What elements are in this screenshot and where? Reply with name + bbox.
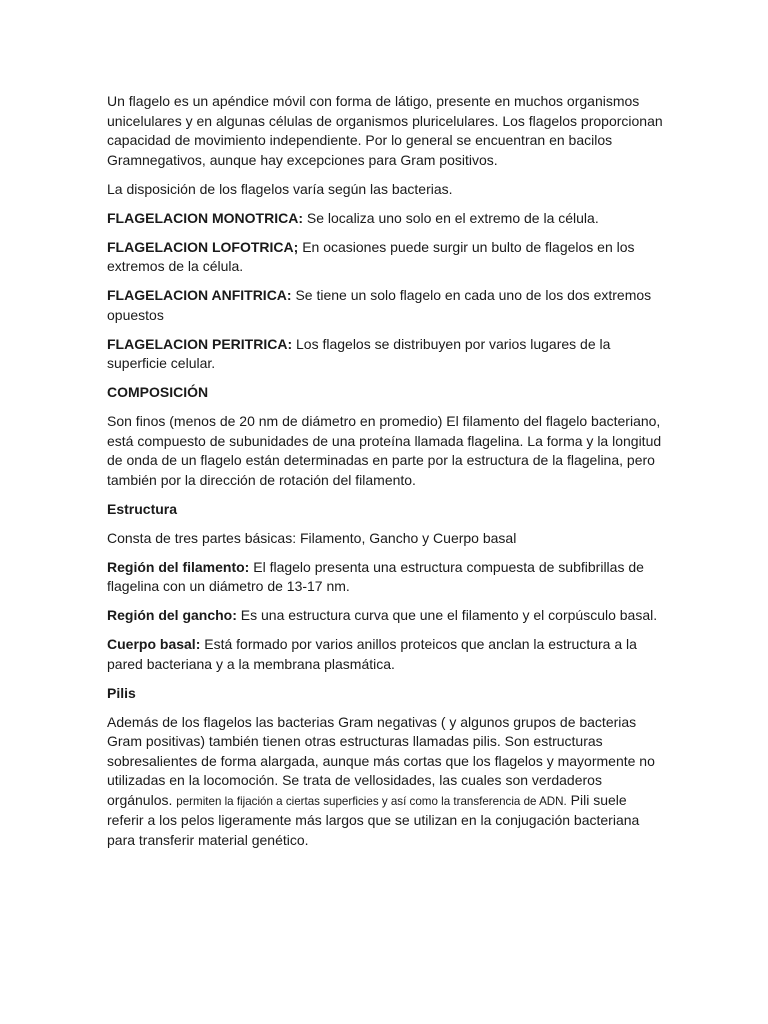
disposition-paragraph: La disposición de los flagelos varía según las bacterias. — [107, 180, 453, 197]
estructura-heading: Estructura — [107, 500, 178, 517]
type-text: Se localiza uno solo en el extremo de la célula. — [302, 209, 599, 226]
type-term: FLAGELACION PERITRICA: — [107, 335, 293, 352]
part-term: Región del gancho: — [107, 607, 237, 623]
part-cuerpo-basal — [107, 635, 665, 674]
type-term: FLAGELACION MONOTRICA: — [107, 209, 303, 226]
pilis-text-a: Además de los flagelos las bacterias Gram negativas ( y algunos grupos de bacterias Gram positivas) también tienen otras estructuras llamadas pilis. Son estructuras sobresalientes de forma alargada, aunque más cortas que los flagelos y mayormente no utilizadas en la locomoción. Se trata de vellosidades, las cuales son verdaderos orgánulos. — [107, 713, 655, 808]
type-term: FLAGELACION LOFOTRICA; — [107, 238, 299, 255]
pilis-text-small: permiten la fijación a ciertas superficies y así como la transferencia de ADN. — [176, 794, 567, 808]
type-peritrica — [107, 335, 665, 374]
type-anfitrica — [107, 286, 665, 325]
type-text: Se tiene un solo flagelo en cada uno de los dos extremos opuestos — [107, 287, 652, 323]
intro-paragraph: Un flagelo es un apéndice móvil con forma de látigo, presente en muchos organismos unicelulares y en algunas células de organismos pluricelulares. Los flagelos proporcionan capacidad de movimiento independiente. Por lo general se encuentran en bacilos Gramnegativos, aunque hay excepciones para Gram positivos. — [107, 93, 663, 168]
type-monotrica — [107, 209, 665, 229]
pilis-text-b: Pili suele referir a los pelos ligeramente más largos que se utilizan en la conjugación bacteriana para transferir material genético. — [107, 791, 640, 848]
part-gancho — [107, 606, 665, 626]
part-filamento — [107, 558, 665, 597]
type-lofotrica — [107, 238, 665, 277]
part-text: El flagelo presenta una estructura compuesta de subfibrillas de flagelina con un diámetro de 13-17 nm. — [107, 558, 644, 594]
document-page — [107, 92, 665, 860]
part-term: Región del filamento: — [107, 558, 250, 575]
part-text: Está formado por varios anillos proteicos que anclan la estructura a la pared bacteriana y a la membrana plasmática. — [107, 636, 637, 672]
composicion-heading: COMPOSICIÓN — [107, 384, 209, 400]
part-text: Es una estructura curva que une el filamento y el corpúsculo basal. — [236, 607, 658, 623]
type-text: Los flagelos se distribuyen por varios lugares de la superficie celular. — [107, 335, 611, 371]
estructura-paragraph: Consta de tres partes básicas: Filamento, Gancho y Cuerpo basal — [107, 529, 517, 546]
pilis-paragraph — [107, 713, 665, 851]
part-term: Cuerpo basal: — [107, 636, 201, 652]
pilis-heading: Pilis — [107, 684, 136, 701]
type-text: En ocasiones puede surgir un bulto de flagelos en los extremos de la célula. — [107, 238, 635, 274]
type-term: FLAGELACION ANFITRICA: — [107, 287, 292, 303]
composicion-paragraph: Son finos (menos de 20 nm de diámetro en promedio) El filamento del flagelo bacteriano, está compuesto de subunidades de una proteína llamada flagelina. La forma y la longitud de onda de un flagelo están determinadas en parte por la estructura de la flagelina, pero también por la dirección de rotación del filamento. — [107, 413, 662, 488]
